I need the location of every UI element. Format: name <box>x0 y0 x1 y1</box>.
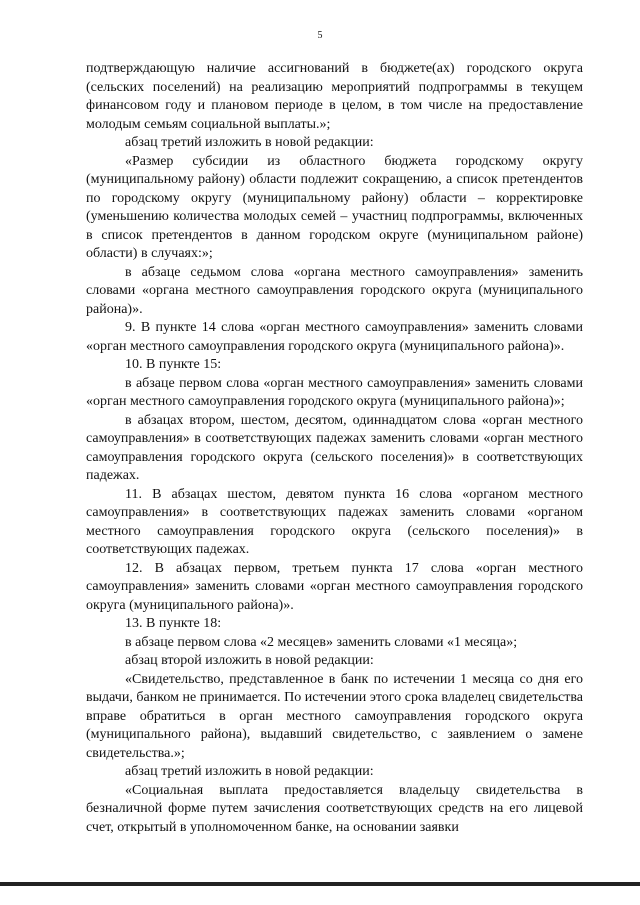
paragraph-certificate: «Свидетельство, представленное в банк по истечении 1 месяца со дня его выдачи, банком не принимается. По истечении этого срока владелец свидетельства вправе обратиться в орган местного самоуправления городского округа (муниципального района), выдавший свидетельство, с заявлением о замене свидетельства.»; <box>86 671 583 761</box>
page-bottom-divider <box>0 882 640 886</box>
paragraph-item-10: 10. В пункте 15: <box>125 357 222 372</box>
paragraph-item-9: 9. В пункте 14 слова «орган местного самоуправления» заменить словами «орган местного самоуправления городского округа (муниципального района)». <box>86 320 583 354</box>
paragraph-item-13: 13. В пункте 18: <box>125 616 222 631</box>
paragraph-item-13-first: в абзаце первом слова «2 месяцев» заменить словами «1 месяца»; <box>125 634 518 650</box>
page-number: 5 <box>317 30 323 41</box>
paragraph-abzac-vtoroy-heading: абзац второй изложить в новой редакции: <box>125 653 374 668</box>
document-body <box>86 60 583 837</box>
paragraph-item-12: 12. В абзацах первом, третьем пункта 17 слова «орган местного самоуправления» заменить словами «орган местного самоуправления городского округа (муниципального района)». <box>86 560 583 613</box>
paragraph-abzac-sedmoy: в абзаце седьмом слова «органа местного самоуправления» заменить словами «органа местного самоуправления городского округа (муниципального района)». <box>86 264 583 317</box>
paragraph-continuation: подтверждающую наличие ассигнований в бюджете(ах) городского округа (сельских поселений) на реализацию мероприятий подпрограммы в текущем финансовом году и плановом периоде в целом, в том числе на предоставление молодым семьям социальной выплаты.»; <box>86 61 583 132</box>
paragraph-abzac-tretiy-heading: абзац третий изложить в новой редакции: <box>125 135 374 150</box>
paragraph-item-10-others: в абзацах втором, шестом, десятом, одиннадцатом слова «орган местного самоуправления» в соответствующих падежах заменить словами «орган местного самоуправления городского округа (сельского поселения)» в соответствующих падежах. <box>86 412 583 483</box>
paragraph-subsidy-size: «Размер субсидии из областного бюджета городскому округу (муниципальному району) области подлежит сокращению, а список претендентов по городскому округу (муниципальному району) области – корректировке (уменьшению количества молодых семей – участниц подпрограммы, включенных в список претендентов в данном городском округе (муниципальном районе) области) в случаях:»; <box>86 153 583 261</box>
paragraph-item-11: 11. В абзацах шестом, девятом пункта 16 слова «органом местного самоуправления» в соответствующих падежах заменить словами «органом местного самоуправления городского округа (сельского поселения)» в соответствующих падежах. <box>86 486 583 557</box>
paragraph-abzac-tretiy-heading-2: абзац третий изложить в новой редакции: <box>125 764 374 779</box>
paragraph-item-10-first: в абзаце первом слова «орган местного самоуправления» заменить словами «орган местного самоуправления городского округа (муниципального района)»; <box>86 375 583 409</box>
paragraph-social-payment: «Социальная выплата предоставляется владельцу свидетельства в безналичной форме путем зачисления соответствующих средств на его лицевой счет, открытый в уполномоченном банке, на основании заявки <box>86 782 583 835</box>
